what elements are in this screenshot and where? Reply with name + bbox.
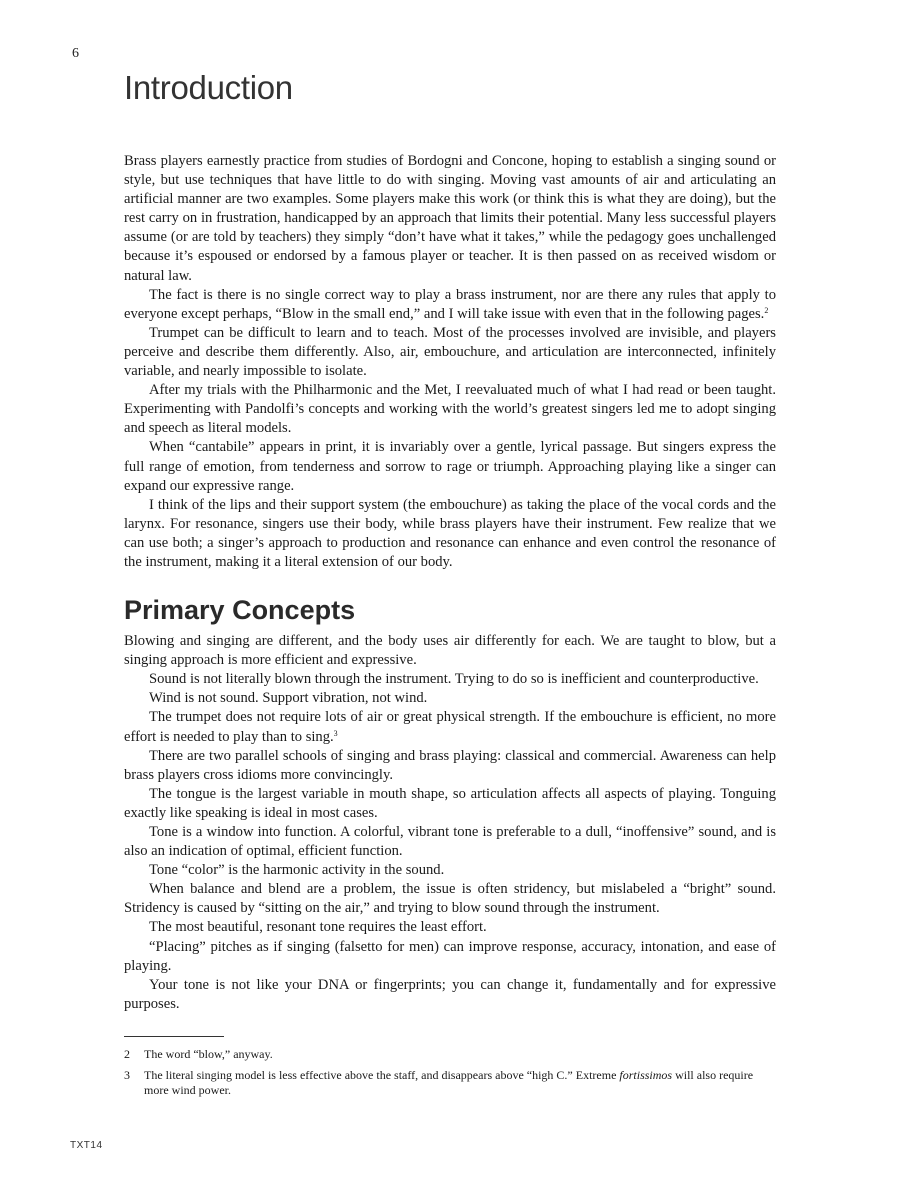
concept-paragraph-8: Tone “color” is the harmonic activity in the sound. [149, 862, 445, 879]
intro-paragraph-2-text: The fact is there is no single correct way to play a brass instrument, nor are there any rules that apply to everyone except perhaps, “Blow in the small end,” and I will take issue with even that in the following pages. [124, 286, 776, 322]
concept-paragraph-11: “Placing” pitches as if singing (falsetto for men) can improve response, accuracy, intonation, and ease of playing. [124, 938, 776, 974]
footnote-text-start: The literal singing model is less effective above the staff, and disappears above “high C.” Extreme [144, 1067, 620, 1082]
intro-paragraph-6: I think of the lips and their support system (the embouchure) as taking the place of the vocal cords and the larynx. For resonance, singers use their body, while brass players have their instrument. Few realize that we can use both; a singer’s approach to production and resonance can enhance and even control the resonance of the instrument, making it a literal extension of our body. [124, 496, 776, 570]
footnote-number: 3 [124, 1067, 130, 1082]
intro-paragraph-2 [124, 286, 776, 324]
concept-paragraph-4 [124, 708, 776, 746]
footnote-3 [124, 1068, 776, 1098]
footer-code: TXT14 [70, 1140, 103, 1151]
intro-paragraph-4: After my trials with the Philharmonic and the Met, I reevaluated much of what I had read or been taught. Experimenting with Pandolfi’s concepts and working with the world’s greatest singers led me to adopt singing and speech as literal models. [124, 382, 776, 437]
page-number: 6 [72, 46, 79, 61]
concept-paragraph-5: There are two parallel schools of singing and brass playing: classical and commercial. Awareness can help brass players cross idioms more convincingly. [124, 747, 776, 783]
page-content [124, 66, 776, 1104]
concept-paragraph-7: Tone is a window into function. A colorful, vibrant tone is preferable to a dull, “inoffensive” sound, and is also an indication of optimal, efficient function. [124, 824, 776, 860]
footnote-ref-2: 2 [764, 305, 769, 315]
concept-paragraph-3: Wind is not sound. Support vibration, not wind. [149, 690, 428, 707]
footnote-emphasis: fortissimos [619, 1067, 673, 1082]
concept-paragraph-9: When balance and blend are a problem, the issue is often stridency, but mislabeled a “bright” sound. Stridency is caused by “sitting on the air,” and trying to blow sound through the instrument. [124, 881, 776, 917]
introduction-body [124, 152, 776, 572]
concept-paragraph-4-text: The trumpet does not require lots of air or great physical strength. If the embouchure is efficient, no more effort is needed to play than to sing. [124, 709, 776, 745]
concept-paragraph-6: The tongue is the largest variable in mouth shape, so articulation affects all aspects of playing. Tonguing exactly like speaking is ideal in most cases. [124, 785, 776, 821]
footnote-ref-3: 3 [333, 728, 338, 738]
footnote-text [144, 1068, 776, 1098]
concept-paragraph-10: The most beautiful, resonant tone requires the least effort. [149, 919, 487, 936]
footnote-divider [124, 1036, 224, 1037]
footnote-number: 2 [124, 1046, 130, 1061]
concept-paragraph-12: Your tone is not like your DNA or fingerprints; you can change it, fundamentally and for expressive purposes. [124, 976, 776, 1012]
footnotes [124, 1047, 776, 1098]
intro-paragraph-5: When “cantabile” appears in print, it is invariably over a gentle, lyrical passage. But singers express the full range of emotion, from tenderness and sorrow to rage or triumph. Approaching playing like a singer can expand our expressive range. [124, 439, 776, 494]
footnote-text: The word “blow,” anyway. [144, 1046, 273, 1061]
footnote-2 [124, 1047, 776, 1062]
footnote-text-end: will also require more wind power. [144, 1067, 754, 1097]
intro-paragraph-3: Trumpet can be difficult to learn and to teach. Most of the processes involved are invisible, and players perceive and describe them differently. Also, air, embouchure, and articulation are interconnected, infinitely variable, and nearly impossible to isolate. [124, 324, 776, 380]
concept-paragraph-1: Blowing and singing are different, and the body uses air differently for each. We are taught to blow, but a singing approach is more efficient and expressive. [124, 633, 776, 669]
primary-concepts-heading: Primary Concepts [124, 595, 356, 626]
introduction-heading: Introduction [124, 69, 293, 106]
concept-paragraph-2: Sound is not literally blown through the instrument. Trying to do so is inefficient and counterproductive. [149, 671, 759, 688]
intro-paragraph-1: Brass players earnestly practice from studies of Bordogni and Concone, hoping to establish a singing sound or style, but use techniques that have little to do with singing. Moving vast amounts of air and articulating an artificial manner are two examples. Some players make this work (or think this is what they are doing), but the rest carry on in frustration, handicapped by an approach that limits their potential. Many less successful players assume (or are told by teachers) they simply “don’t have what it takes,” while the pedagogy goes unchallenged because it’s espoused or endorsed by a famous player or teacher. It is then passed on as received wisdom or natural law. [124, 153, 776, 284]
primary-concepts-body [124, 632, 776, 1014]
